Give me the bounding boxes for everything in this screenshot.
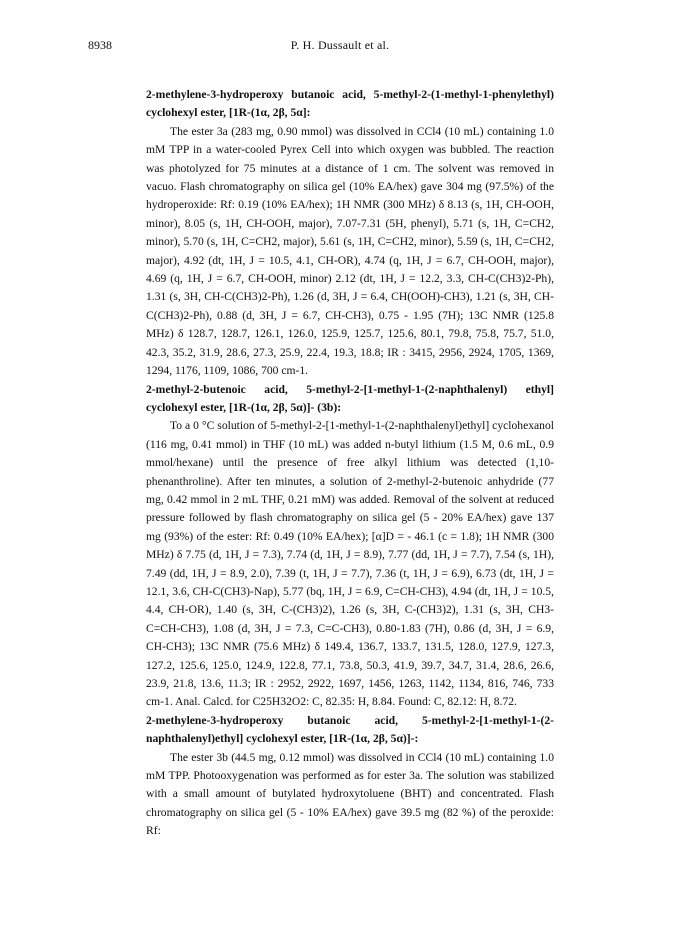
section-title: 2-methylene-3-hydroperoxy butanoic acid, 5-methyl-2-[1-methyl-1-(2-naphthalenyl)ethyl] cyclohexyl ester, [1R-(1α, 2β, 5α)]-: [146, 713, 554, 746]
section-paragraph: The ester 3b (44.5 mg, 0.12 mmol) was dissolved in CCl4 (10 mL) containing 1.0 mM TPP. Photooxygenation was performed as for ester 3a. The solution was stabilized with a small amount of butylated hydroxytoluene (BHT) and concentrated. Flash chromatography on silica gel (5 - 10% EA/hex) gave 39.5 mg (82 %) of the peroxide: Rf: [146, 750, 554, 838]
page-number: 8938 [88, 38, 112, 52]
article-body [146, 86, 554, 841]
section-title: 2-methylene-3-hydroperoxy butanoic acid, 5-methyl-2-(1-methyl-1-phenylethyl) cyclohexyl ester, [1R-(1α, 2β, 5α]: [146, 88, 554, 120]
running-head-authors: P. H. Dussault et al. [290, 38, 390, 52]
section-paragraph: The ester 3a (283 mg, 0.90 mmol) was dissolved in CCl4 (10 mL) containing 1.0 mM TPP in a water-cooled Pyrex Cell into which oxygen was bubbled. The reaction was photolyzed for 75 minutes at a distance of 1 cm. The solvent was removed in vacuo. Flash chromatography on silica gel (10% EA/hex) gave 304 mg (97.5%) of the hydroperoxide: Rf: 0.19 (10% EA/hex); 1H NMR (300 MHz) δ 8.13 (s, 1H, CH-OOH, minor), 8.05 (s, 1H, CH-OOH, major), 7.07-7.31 (5H, phenyl), 5.71 (s, 1H, C=CH2, minor), 5.70 (s, 1H, C=CH2, major), 5.61 (s, 1H, C=CH2, minor), 5.59 (s, 1H, C=CH2, major), 4.92 (dt, 1H, J = 10.5, 4.1, CH-OR), 4.74 (q, 1H, J = 6.7, CH-OOH, major), 4.69 (q, 1H, J = 6.7, CH-OOH, minor) 2.12 (dt, 1H, J = 12.2, 3.3, CH-C(CH3)2-Ph), 1.31 (s, 3H, CH-C(CH3)2-Ph), 1.26 (d, 3H, J = 6.4, CH(OOH)-CH3), 1.21 (s, 3H, CH-C(CH3)2-Ph), 0.88 (d, 3H, J = 6.7, CH-CH3), 0.75 - 1.95 (7H); 13C NMR (125.8 MHz) δ 128.7, 128.7, 126.1, 126.0, 125.9, 125.7, 125.6, 80.1, 79.8, 75.8, 75.7, 51.0, 42.3, 35.2, 31.9, 28.6, 27.3, 25.9, 22.4, 19.3, 18.8; IR : 3415, 2956, 2924, 1705, 1369, 1294, 1176, 1109, 1086, 700 cm-1. [146, 124, 554, 378]
section-paragraph: To a 0 °C solution of 5-methyl-2-[1-methyl-1-(2-naphthalenyl)ethyl] cyclohexanol (116 mg, 0.41 mmol) in THF (10 mL) was added n-butyl lithium (1.5 M, 0.6 mL, 0.9 mmol/hexane) until the presence of free alkyl lithium was detected (1,10-phenanthroline). After ten minutes, a solution of 2-methyl-2-butenoic anhydride (77 mg, 0.42 mmol in 2 mL THF, 0.21 mM) was added. Removal of the solvent at reduced pressure followed by flash chromatography on silica gel (5 - 20% EA/hex) gave 137 mg (93%) of the ester: Rf: 0.49 (10% EA/hex); [α]D = - 46.1 (c = 1.8); 1H NMR (300 MHz) δ 7.75 (d, 1H, J = 7.3), 7.74 (d, 1H, J = 8.9), 7.77 (dd, 1H, J = 7.7), 7.54 (s, 1H), 7.49 (dd, 1H, J = 8.9, 2.0), 7.39 (t, 1H, J = 7.7), 7.36 (t, 1H, J = 6.9), 6.73 (dt, 1H, J = 12.1, 3.6, CH-C(CH3)-Nap), 5.77 (bq, 1H, J = 6.9, C=CH-CH3), 4.94 (dt, 1H, J = 10.5, 4.4, CH-OR), 1.40 (s, 3H, C-(CH3)2), 1.26 (s, 3H, C-(CH3)2), 1.31 (s, 3H, CH3-C=CH-CH3), 1.08 (d, 3H, J = 7.3, C=C-CH3), 0.80-1.83 (7H), 0.86 (d, 3H, J = 6.9, CH-CH3); 13C NMR (75.6 MHz) δ 149.4, 136.7, 133.7, 131.5, 128.0, 127.9, 127.3, 127.2, 125.6, 125.0, 124.9, 122.8, 77.1, 73.8, 50.3, 41.9, 39.7, 34.7, 31.4, 28.6, 26.6, 23.9, 21.8, 13.6, 11.3; IR : 2952, 2922, 1697, 1456, 1263, 1142, 1134, 816, 746, 733 cm-1. Anal. Calcd. for C25H32O2: C, 82.35: H, 8.84. Found: C, 82.12: H, 8.72. [146, 419, 554, 709]
section-title: 2-methyl-2-butenoic acid, 5-methyl-2-[1-methyl-1-(2-naphthalenyl) ethyl] cyclohexyl ester, [1R-(1α, 2β, 5α)]- (3b): [146, 382, 554, 414]
